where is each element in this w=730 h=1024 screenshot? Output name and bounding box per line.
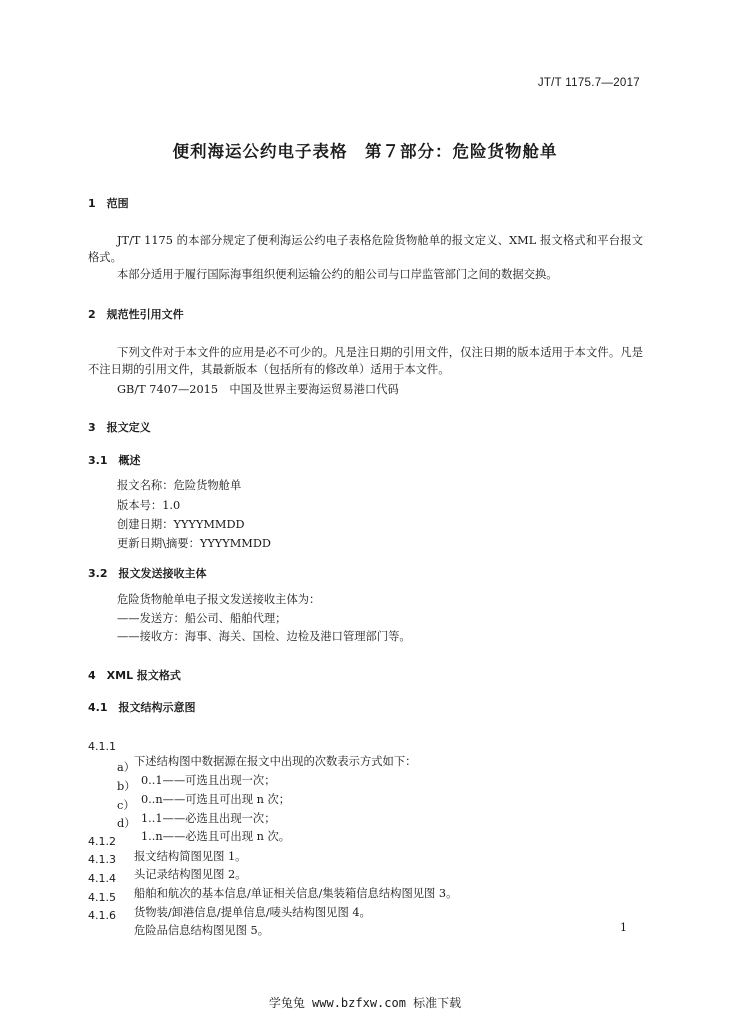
section-4-heading: 4 XML 报文格式 <box>88 669 181 682</box>
section-2-heading: 2 规范性引用文件 <box>88 308 184 321</box>
list-text: 1..n——必选且可出现 n 次。 <box>141 830 291 843</box>
list-text: 0..1——可选且出现一次； <box>141 774 276 787</box>
section-3-heading: 3 报文定义 <box>88 421 151 434</box>
section-2-paragraph-1: 下列文件对于本文件的应用是必不可少的。凡是注日期的引用文件，仅注日期的版本适用于本文件。凡是不注日期的引用文件，其最新版本（包括所有的修改单）适用于本文件。 <box>88 346 643 376</box>
list-text: 1..1——必选且出现一次； <box>141 812 276 825</box>
sender-receiver-line: ——接收方：海事、海关、国检、边检及港口管理部门等。 <box>117 630 411 643</box>
document-code: JT/T 1175.7—2017 <box>537 77 640 89</box>
clause-text: 船舶和航次的基本信息/单证相关信息/集装箱信息结构图见图 3。 <box>134 887 458 900</box>
section-3-1-heading: 3.1 概述 <box>88 454 141 467</box>
list-marker: c） <box>117 799 135 812</box>
section-4-1-heading: 4.1 报文结构示意图 <box>88 701 196 714</box>
page-number: 1 <box>620 921 627 934</box>
section-1-paragraph-2: 本部分适用于履行国际海事组织便利运输公约的船公司与口岸监管部门之间的数据交换。 <box>117 268 558 281</box>
overview-line: 创建日期：YYYYMMDD <box>117 518 245 531</box>
clause-text: 货物装/卸港信息/提单信息/唛头结构图见图 4。 <box>134 906 371 919</box>
clause-number: 4.1.6 <box>88 909 116 922</box>
clause-text: 头记录结构图见图 2。 <box>134 868 247 881</box>
section-1-paragraph-1: JT/T 1175 的本部分规定了便利海运公约电子表格危险货物舱单的报文定义、XML 报文格式和平台报文格式。 <box>88 234 643 264</box>
footer-watermark-text: 学兔兔 www.bzfxw.com 标准下载 <box>268 996 462 1010</box>
section-3-2-heading: 3.2 报文发送接收主体 <box>88 567 207 580</box>
list-marker: b） <box>117 780 136 793</box>
section-2-reference: GB/T 7407—2015 中国及世界主要海运贸易港口代码 <box>117 383 399 396</box>
clause-number: 4.1.5 <box>88 891 116 904</box>
clause-number: 4.1.1 <box>88 740 116 753</box>
list-marker: d） <box>117 817 136 830</box>
list-marker: a） <box>117 761 136 774</box>
sender-receiver-line: ——发送方：船公司、船舶代理； <box>117 612 287 625</box>
clause-number: 4.1.4 <box>88 872 116 885</box>
document-title: 便利海运公约电子表格 第７部分：危险货物舱单 <box>172 142 558 161</box>
clause-number: 4.1.3 <box>88 853 116 866</box>
overview-line: 版本号：1.0 <box>117 499 181 512</box>
sender-receiver-line: 危险货物舱单电子报文发送接收主体为： <box>117 593 321 606</box>
overview-line: 更新日期\摘要：YYYYMMDD <box>117 537 271 550</box>
clause-number: 4.1.2 <box>88 835 116 848</box>
clause-text: 下述结构图中数据源在报文中出现的次数表示方式如下： <box>134 755 417 768</box>
clause-text: 危险品信息结构图见图 5。 <box>134 924 270 937</box>
section-1-heading: 1 范围 <box>88 197 129 210</box>
clause-text: 报文结构简图见图 1。 <box>134 850 247 863</box>
list-text: 0..n——可选且可出现 n 次； <box>141 793 291 806</box>
overview-line: 报文名称：危险货物舱单 <box>117 479 242 492</box>
